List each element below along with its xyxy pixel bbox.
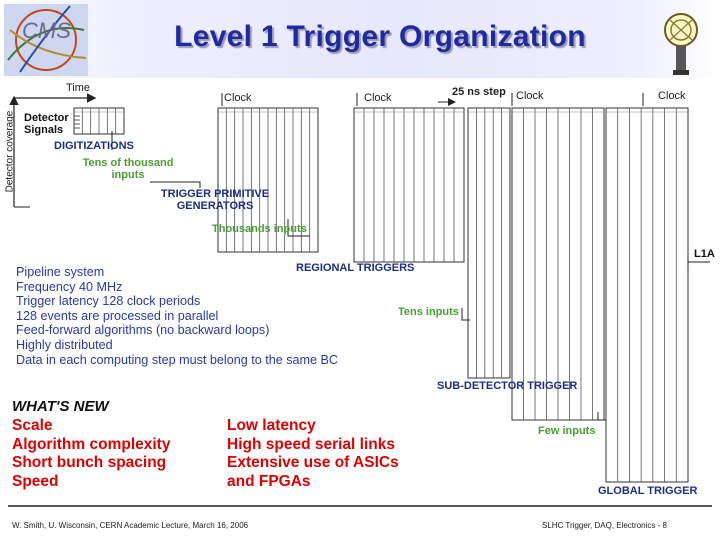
few-inputs-label: Few inputs — [538, 425, 596, 437]
pipeline-line: Feed-forward algorithms (no backward loops) — [16, 323, 270, 338]
tens-inputs-label: Tens inputs — [398, 306, 459, 318]
pipeline-line: 128 events are processed in parallel — [16, 308, 219, 323]
slide-title: Level 1 Trigger Organization — [174, 20, 586, 53]
footer-left: W. Smith, U. Wisconsin, CERN Academic Lecture, March 16, 2006 — [12, 521, 249, 530]
whats-new-left-list — [12, 417, 170, 491]
pipeline-line: Trigger latency 128 clock periods — [16, 294, 201, 309]
digitization-block — [74, 108, 124, 134]
whats-new-item: Scale — [12, 417, 53, 434]
clock-ticks — [222, 93, 643, 106]
global-trigger-block — [606, 108, 688, 482]
l1a-label: L1A — [694, 248, 715, 260]
pipeline-line: Frequency 40 MHz — [16, 279, 123, 294]
intermediate-block — [512, 108, 604, 420]
regional-triggers-label: REGIONAL TRIGGERS — [296, 262, 415, 274]
whats-new-item: Speed — [12, 472, 59, 490]
clock-label-1: Clock — [224, 92, 252, 104]
time-axis-label: Time — [66, 82, 91, 94]
clock-label-4: Clock — [658, 90, 686, 102]
whats-new-right-list — [227, 417, 399, 491]
whats-new-heading: WHAT'S NEW — [12, 398, 109, 415]
pipeline-line: Data in each computing step must belong to the same BC — [16, 352, 339, 367]
detector-coverage-axis-label: Detector coverage — [4, 110, 16, 193]
tens-of-thousand-inputs-label: Tens of thousand inputs — [82, 157, 174, 181]
sub-detector-trigger-block — [468, 108, 510, 378]
whats-new-item: Algorithm complexity — [12, 435, 171, 453]
pipeline-line: Pipeline system — [16, 265, 105, 279]
whats-new-item: High speed serial links — [227, 435, 395, 453]
pipeline-system-list — [16, 265, 338, 367]
pipeline-line: Highly distributed — [16, 337, 113, 352]
global-trigger-label: GLOBAL TRIGGER — [598, 485, 698, 497]
university-seal-icon — [656, 6, 706, 76]
svg-text:CMS: CMS — [22, 18, 71, 43]
clock-label-2: Clock — [364, 92, 392, 104]
trigger-primitive-generators-label: TRIGGER PRIMITIVE GENERATORS — [160, 188, 270, 212]
thousands-inputs-label: Thousands inputs — [212, 223, 307, 235]
whats-new-item: Extensive use of ASICs — [227, 454, 399, 471]
sub-detector-trigger-label: SUB-DETECTOR TRIGGER — [437, 380, 578, 392]
digitizations-label: DIGITIZATIONS — [54, 140, 134, 152]
detector-signals-label: Detector Signals — [24, 112, 69, 136]
regional-trigger-block — [354, 108, 464, 262]
footer-right: SLHC Trigger, DAQ, Electronics - 8 — [542, 521, 667, 530]
step-label: 25 ns step — [452, 86, 506, 98]
whats-new-item: Low latency — [227, 417, 316, 434]
clock-label-3: Clock — [516, 90, 544, 102]
whats-new-item: and FPGAs — [227, 472, 311, 490]
whats-new-item: Short bunch spacing — [12, 454, 167, 471]
